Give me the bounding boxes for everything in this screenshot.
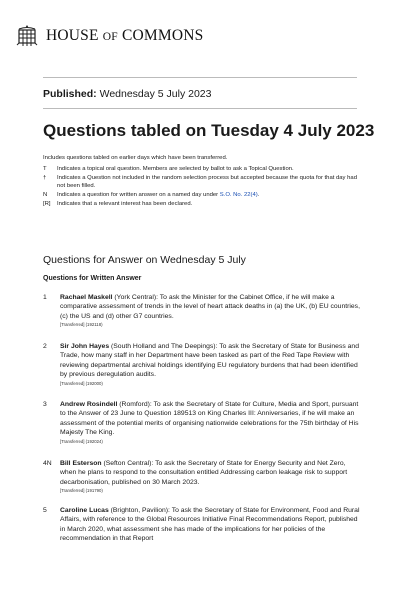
- house-name-pre: HOUSE: [46, 27, 99, 44]
- legend-text: Indicates that a relevant interest has been declared.: [57, 201, 193, 207]
- house-of-commons-header: [16, 22, 203, 50]
- section-title: Questions for Answer on Wednesday 5 July: [43, 254, 246, 266]
- legend-suffix: .: [257, 192, 260, 198]
- question-reference: [Transferred] (192024): [60, 438, 103, 444]
- legend-key: †: [43, 175, 47, 181]
- divider-bottom: [43, 108, 357, 109]
- question-body: [60, 342, 363, 387]
- legend-row: [43, 200, 363, 208]
- question-item: [43, 400, 363, 445]
- question-number: 5: [43, 507, 47, 514]
- question-text: (Brighton, Pavilion): To ask the Secretary of State for Environment, Food and Rural Affairs, with reference to the Global Resources Initiative Final Recommendations Report, published in March 2020, what assessment she has made of the implications for her policies of the recommendation in that Report: [60, 507, 360, 543]
- question-item: [43, 459, 363, 494]
- question-reference: [Transferred] (191790): [60, 488, 103, 494]
- question-number: 3: [43, 401, 47, 408]
- intro-text: Includes questions tabled on earlier days which have been transferred.: [43, 155, 228, 161]
- question-body: [60, 459, 363, 494]
- legend-key: T: [43, 166, 47, 172]
- question-body: [60, 400, 363, 445]
- member-name: Andrew Rosindell: [60, 401, 118, 408]
- member-name: Caroline Lucas: [60, 507, 109, 514]
- legend-row: [43, 165, 363, 173]
- legend-text: Indicates a Question not included in the random selection process but accepted because the quota for that day had not been filled.: [57, 175, 357, 189]
- member-name: Sir John Hayes: [60, 343, 110, 350]
- question-body: [60, 506, 363, 544]
- member-name: Rachael Maskell: [60, 294, 113, 301]
- legend-key: [R]: [43, 201, 51, 207]
- question-item: [43, 293, 363, 328]
- question-reference: [Transferred] (192118): [60, 322, 103, 328]
- legend: [43, 165, 363, 209]
- legend-row: [43, 174, 363, 190]
- house-name-of: OF: [102, 31, 118, 43]
- question-number: 1: [43, 294, 47, 301]
- question-item: [43, 506, 363, 544]
- divider-top: [43, 77, 357, 78]
- question-body: [60, 293, 363, 328]
- sub-title: Questions for Written Answer: [43, 275, 142, 282]
- house-name: [46, 27, 203, 45]
- published-line: [43, 88, 211, 100]
- question-text: (Sefton Central): To ask the Secretary of State for Energy Security and Net Zero, when he plans to respond to the consultation entitled Addressing carbon leakage risk to support decarbonisation, published on 30 March 2023.: [60, 460, 348, 486]
- legend-text: Indicates a question for written answer on a named day under: [57, 192, 220, 198]
- legend-text-with-link: [57, 191, 363, 199]
- question-item: [43, 342, 363, 387]
- question-text: (Romford): To ask the Secretary of State for Culture, Media and Sport, pursuant to the Answer of 23 June to Question 189513 on King Charles III: Anniversaries, if he will make an assessment of the potential merits of organising nationwide celebrations for the 75th birthday of His Majesty The King.: [60, 401, 359, 437]
- portcullis-icon: [16, 24, 38, 48]
- legend-row: [43, 191, 363, 199]
- question-text: (South Holland and The Deepings): To ask the Secretary of State for Business and Trade, how many staff in her Department have been tasked as part of the Red Tape Review with reviewing departmental archival holdings identifying EU regulatory burdens that had been identified by previous deregulation audits.: [60, 343, 359, 379]
- published-date: Wednesday 5 July 2023: [99, 88, 212, 100]
- member-name: Bill Esterson: [60, 460, 102, 467]
- question-number: 2: [43, 343, 47, 350]
- house-name-post: COMMONS: [121, 27, 204, 44]
- published-label: Published:: [43, 88, 97, 100]
- question-reference: [Transferred] (192000): [60, 380, 103, 386]
- legend-text: Indicates a topical oral question. Members are selected by ballot to ask a Topical Question.: [57, 166, 294, 172]
- page-title: Questions tabled on Tuesday 4 July 2023: [43, 121, 375, 140]
- legend-key: N: [43, 192, 48, 198]
- standing-order-link[interactable]: S.O. No. 22(4): [219, 192, 258, 198]
- question-number: 4N: [43, 460, 52, 467]
- question-text: (York Central): To ask the Minister for the Cabinet Office, if he will make a comparative assessment of trends in the level of heart attack deaths in (a) the UK, (b) EU countries, (c) the US and (d) other G7 countries.: [60, 294, 360, 320]
